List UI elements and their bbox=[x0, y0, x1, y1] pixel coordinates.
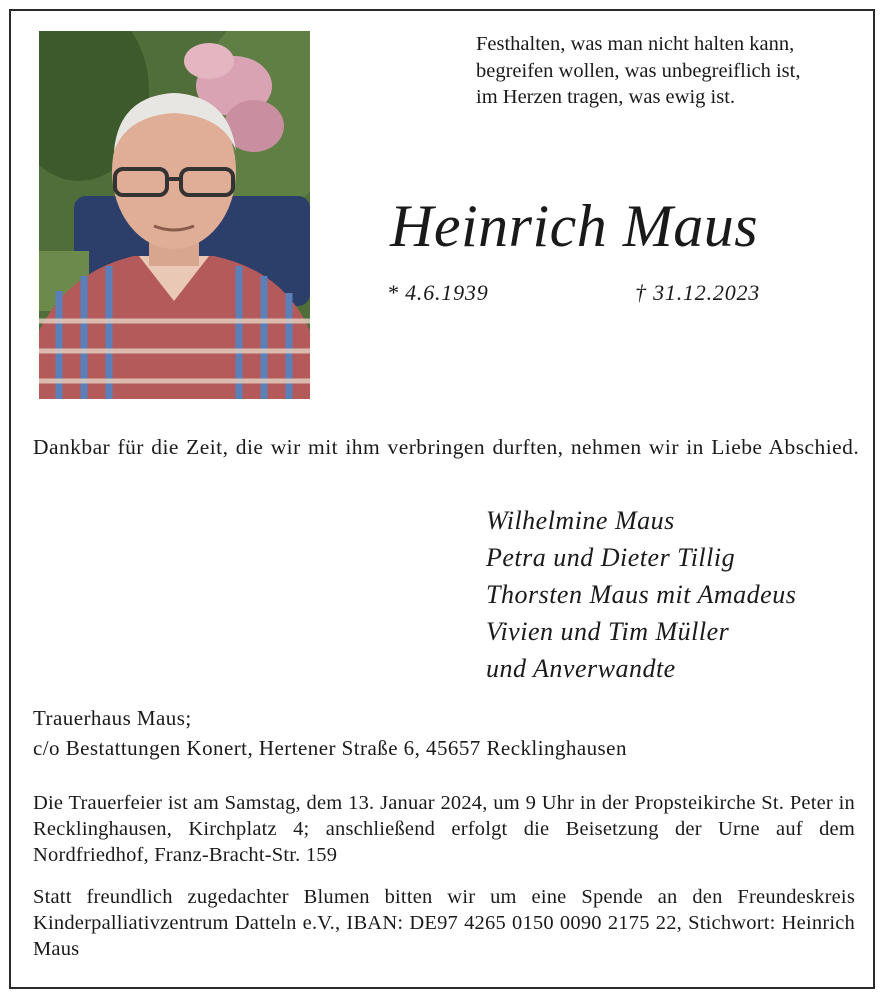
thanks-text: Dankbar für die Zeit, die wir mit ihm verbringen durften, nehmen wir in Liebe Abschied. bbox=[33, 435, 860, 459]
mourner-name: und Anverwandte bbox=[486, 654, 676, 683]
verse bbox=[476, 31, 856, 111]
verse-line: im Herzen tragen, was ewig ist. bbox=[476, 86, 736, 108]
mourner-name: Wilhelmine Maus bbox=[486, 506, 675, 535]
verse-line: begreifen wollen, was unbegreiflich ist, bbox=[476, 59, 801, 82]
house-line: Trauerhaus Maus; bbox=[33, 706, 192, 730]
mourners-list bbox=[486, 502, 796, 687]
portrait-photo bbox=[39, 31, 310, 399]
mourner-name: Thorsten Maus mit Amadeus bbox=[486, 580, 797, 609]
house-address: c/o Bestattungen Konert, Hertener Straße 6, 45657 Recklinghausen bbox=[33, 736, 627, 760]
death-date: † 31.12.2023 bbox=[635, 280, 761, 305]
birth-date: * 4.6.1939 bbox=[387, 280, 489, 305]
mourner-name: Petra und Dieter Tillig bbox=[486, 543, 736, 572]
funeral-service-text: Die Trauerfeier ist am Samstag, dem 13. Januar 2024, um 9 Uhr in der Propsteikirche St. Peter in Recklinghausen, Kirchplatz 4; anschließend erfolgt die Beisetzung der Urne auf dem Nordfriedhof, Franz-Bracht-Str. 159 bbox=[33, 792, 855, 866]
donation-text: Statt freundlich zugedachter Blumen bitten wir um eine Spende an den Freundeskreis Kinderpalliativzentrum Datteln e.V., IBAN: DE97 4265 0150 0090 2175 22, Stichwort: Heinrich Maus bbox=[33, 886, 855, 960]
mourning-house bbox=[33, 703, 863, 763]
deceased-name: Heinrich Maus bbox=[390, 193, 759, 259]
mourner-name: Vivien und Tim Müller bbox=[486, 617, 730, 646]
verse-line: Festhalten, was man nicht halten kann, bbox=[476, 33, 795, 55]
